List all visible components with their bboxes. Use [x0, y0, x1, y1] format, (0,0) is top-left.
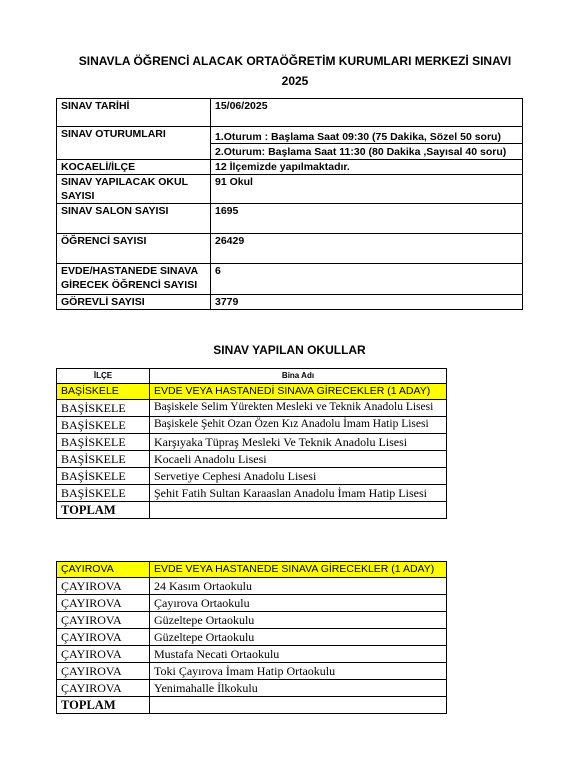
school-cell: Servetiye Cephesi Anadolu Lisesi: [150, 468, 447, 485]
district-cell: BAŞİSKELE: [57, 434, 150, 451]
school-cell: 24 Kasım Ortaokulu: [150, 578, 447, 595]
school-cell: Karşıyaka Tüpraş Mesleki Ve Teknik Anadolu Lisesi: [150, 434, 447, 451]
table-row: [57, 434, 447, 451]
info-row-home-hospital: [57, 264, 523, 295]
district-cell: BAŞİSKELE: [57, 400, 150, 417]
info-row-date: [57, 99, 523, 127]
schools-section-title: SINAV YAPILAN OKULLAR: [213, 343, 366, 357]
info-value: 91 Okul: [211, 175, 523, 204]
home-hospital-note: EVDE VEYA HASTANEDİ SINAVA GİRECEKLER (1 ADAY): [150, 384, 447, 400]
info-row-halls: [57, 204, 523, 234]
session-2: 2.Oturum: Başlama Saat 11:30 (80 Dakika ,Sayısal 40 soru): [215, 146, 507, 158]
basiskele-schools-table: [56, 368, 447, 519]
district-cell: ÇAYIROVA: [57, 595, 150, 612]
info-value: 12 İlçemizde yapılmaktadır.: [211, 160, 523, 175]
info-row-districts: [57, 160, 523, 175]
school-cell: Kocaeli Anadolu Lisesi: [150, 451, 447, 468]
district-cell: ÇAYIROVA: [57, 578, 150, 595]
district-cell: ÇAYIROVA: [57, 612, 150, 629]
table-header: [57, 369, 447, 384]
title-line-2: 2025: [281, 74, 309, 88]
total-value: [150, 697, 447, 714]
info-label: EVDE/HASTANEDE SINAVA GİRECEK ÖĞRENCİ SAYISI: [57, 264, 211, 295]
table-row: [57, 400, 447, 417]
info-row-sessions: [57, 127, 523, 160]
table-row: [57, 417, 447, 434]
school-cell: Şehit Fatih Sultan Karaaslan Anadolu İmam Hatip Lisesi: [150, 485, 447, 502]
school-cell: Mustafa Necati Ortaokulu: [150, 646, 447, 663]
column-header-school: Bina Adı: [150, 369, 447, 384]
school-cell: Başiskele Selim Yürekten Mesleki ve Teknik Anadolu Lisesi: [150, 400, 447, 417]
exam-info-table: [56, 98, 523, 310]
district-cell: ÇAYIROVA: [57, 646, 150, 663]
title-line-1: SINAVLA ÖĞRENCİ ALACAK ORTAÖĞRETİM KURUMLARI MERKEZİ SINAVI: [78, 54, 512, 68]
highlight-row: [57, 384, 447, 400]
district-cell: ÇAYIROVA: [57, 680, 150, 697]
school-cell: Güzeltepe Ortaokulu: [150, 612, 447, 629]
total-row: [57, 502, 447, 519]
info-value: 3779: [211, 295, 523, 310]
highlight-row: [57, 562, 447, 578]
total-value: [150, 502, 447, 519]
school-cell: Toki Çayırova İmam Hatip Ortaokulu: [150, 663, 447, 680]
document-title: [50, 51, 540, 91]
info-label: KOCAELİ/İLÇE: [57, 160, 211, 175]
table-row: [57, 680, 447, 697]
info-value: 26429: [211, 234, 523, 264]
info-value: 6: [211, 264, 523, 295]
district-cell: ÇAYIROVA: [57, 562, 150, 578]
column-header-district: İLÇE: [57, 369, 150, 384]
info-label: ÖĞRENCİ SAYISI: [57, 234, 211, 264]
table-row: [57, 578, 447, 595]
district-cell: BAŞİSKELE: [57, 468, 150, 485]
total-row: [57, 697, 447, 714]
table-row: [57, 629, 447, 646]
school-cell: Başiskele Şehit Ozan Özen Kız Anadolu İmam Hatip Lisesi: [150, 417, 447, 434]
info-label: SINAV YAPILACAK OKUL SAYISI: [57, 175, 211, 204]
district-cell: BAŞİSKELE: [57, 451, 150, 468]
info-row-students: [57, 234, 523, 264]
info-label: SINAV TARİHİ: [57, 99, 211, 127]
info-row-schools: [57, 175, 523, 204]
table-row: [57, 595, 447, 612]
cayirova-schools-table: [56, 561, 447, 714]
district-cell: ÇAYIROVA: [57, 629, 150, 646]
total-label: TOPLAM: [57, 502, 150, 519]
table-row: [57, 663, 447, 680]
info-value: 1695: [211, 204, 523, 234]
total-label: TOPLAM: [57, 697, 150, 714]
info-row-staff: [57, 295, 523, 310]
info-value: 15/06/2025: [211, 99, 523, 127]
session-1: 1.Oturum : Başlama Saat 09:30 (75 Dakika, Sözel 50 soru): [211, 127, 522, 144]
table-row: [57, 612, 447, 629]
info-label: GÖREVLİ SAYISI: [57, 295, 211, 310]
school-cell: Çayırova Ortaokulu: [150, 595, 447, 612]
school-cell: Güzeltepe Ortaokulu: [150, 629, 447, 646]
district-cell: BAŞİSKELE: [57, 485, 150, 502]
table-row: [57, 468, 447, 485]
info-label: SINAV SALON SAYISI: [57, 204, 211, 234]
district-cell: ÇAYIROVA: [57, 663, 150, 680]
table-row: [57, 485, 447, 502]
district-cell: BAŞİSKELE: [57, 384, 150, 400]
table-row: [57, 451, 447, 468]
school-cell: Yenimahalle İlkokulu: [150, 680, 447, 697]
home-hospital-note: EVDE VEYA HASTANEDE SINAVA GİRECEKLER (1 ADAY): [150, 562, 447, 578]
district-cell: BAŞİSKELE: [57, 417, 150, 434]
info-label: SINAV OTURUMLARI: [57, 127, 211, 160]
table-row: [57, 646, 447, 663]
